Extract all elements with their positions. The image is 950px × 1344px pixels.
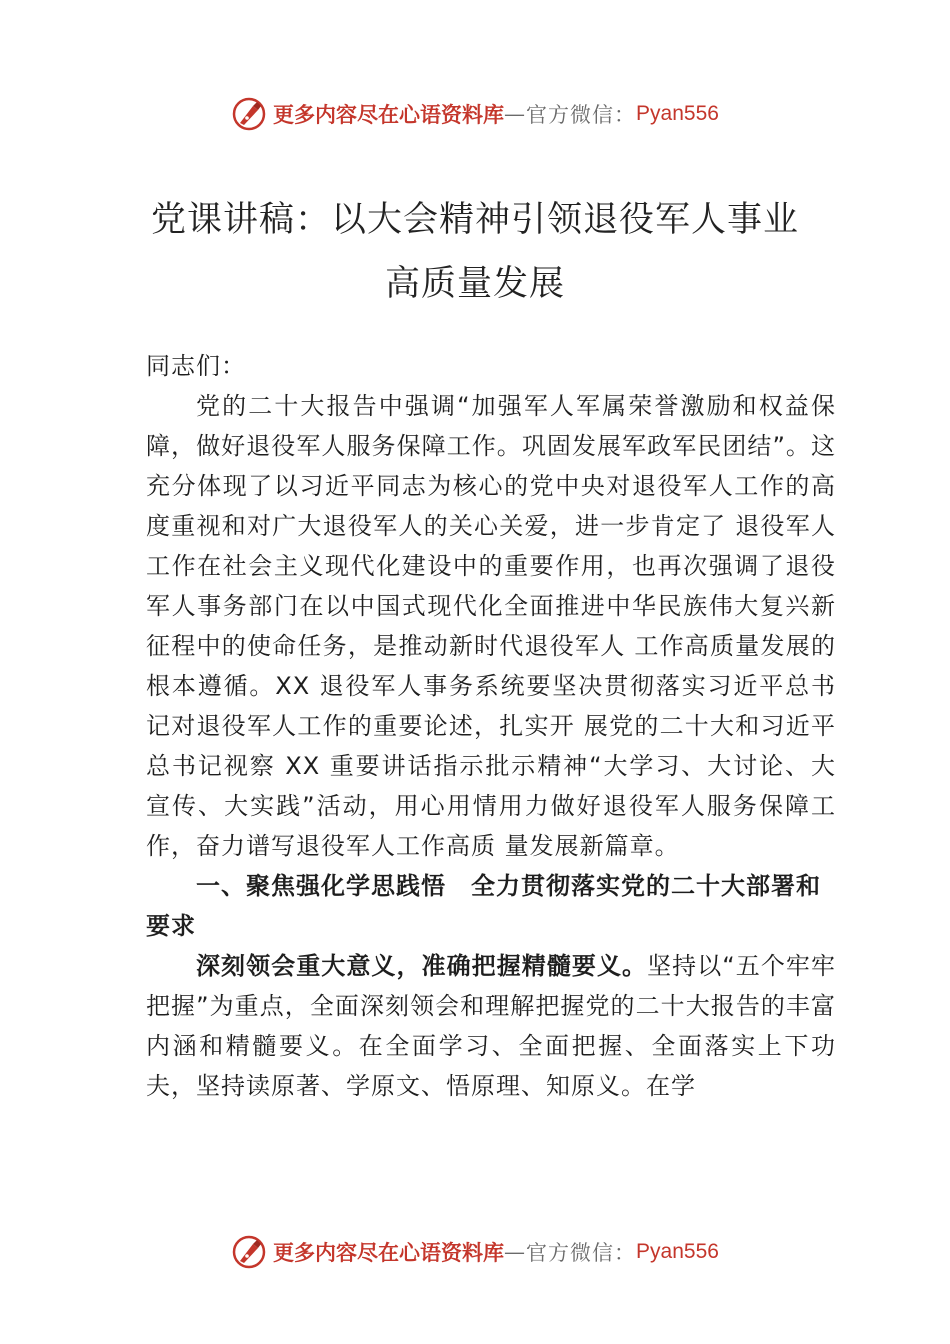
paragraph-intro: 党的二十大报告中强调“加强军人军属荣誉激励和权益保障，做好退役军人服务保障工作。巩固发展军政军民团结”。这充分体现了以习近平同志为核心的党中央对退役军人工作的高度重视和对广大退役军人的关心关爱，进一步肯定了 退役军人工作在社会主义现代化建设中的重要作用，也再次强调了退役军人事务部门在以中国式现代化全面推进中华民族伟大复兴新征程中的使命任务，是推动新时代退役军人 工作高质量发展的根本遵循。XX 退役军人事务系统要坚决贯彻落实习近平总书记对退役军人工作的重要论述，扎实开 展党的二十大和习近平总书记视察 XX 重要讲话指示批示精神“大学习、大讨论、大宣传、大实践”活动，用心用情用力做好退役军人服务保障工作，奋力谱写退役军人工作高质 量发展新篇章。 bbox=[146, 392, 836, 860]
pen-nib-logo-icon bbox=[231, 96, 267, 132]
document-body bbox=[146, 346, 836, 1106]
pen-nib-logo-icon bbox=[231, 1234, 267, 1270]
brand-text: 更多内容尽在心语资料库 bbox=[273, 1240, 505, 1265]
paragraph-2-lead: 深刻领会重大意义，准确把握精髓要义。 bbox=[196, 952, 648, 980]
dash-text: — bbox=[504, 1240, 527, 1264]
wechat-id: Pyan556 bbox=[636, 102, 719, 125]
header-watermark-banner bbox=[0, 92, 950, 136]
brand-text: 更多内容尽在心语资料库 bbox=[273, 102, 505, 127]
paragraph-2-rest: 坚持以“五个牢牢把握”为重点，全面深刻领会和理解把握党的二十大报告的丰富内涵和精髓要义。在全面学习、全面把握、全面落实上下功夫，坚持读原著、学原文、悟原理、知原义。在学 bbox=[146, 952, 836, 1100]
document-title-line1: 党课讲稿：以大会精神引领退役军人事业 bbox=[150, 200, 799, 240]
section-heading-1: 一、聚焦强化学思践悟 全力贯彻落实党的二十大部署和要求 bbox=[146, 872, 821, 940]
footer-watermark-banner bbox=[0, 1230, 950, 1274]
salutation: 同志们： bbox=[146, 352, 246, 380]
official-wechat-label: 官方微信： bbox=[526, 1241, 637, 1265]
paragraph-2 bbox=[146, 946, 836, 1106]
wechat-id: Pyan556 bbox=[636, 1240, 719, 1263]
official-wechat-label: 官方微信： bbox=[526, 103, 637, 127]
dash-text: — bbox=[504, 102, 527, 126]
document-title-line2: 高质量发展 bbox=[384, 264, 565, 304]
